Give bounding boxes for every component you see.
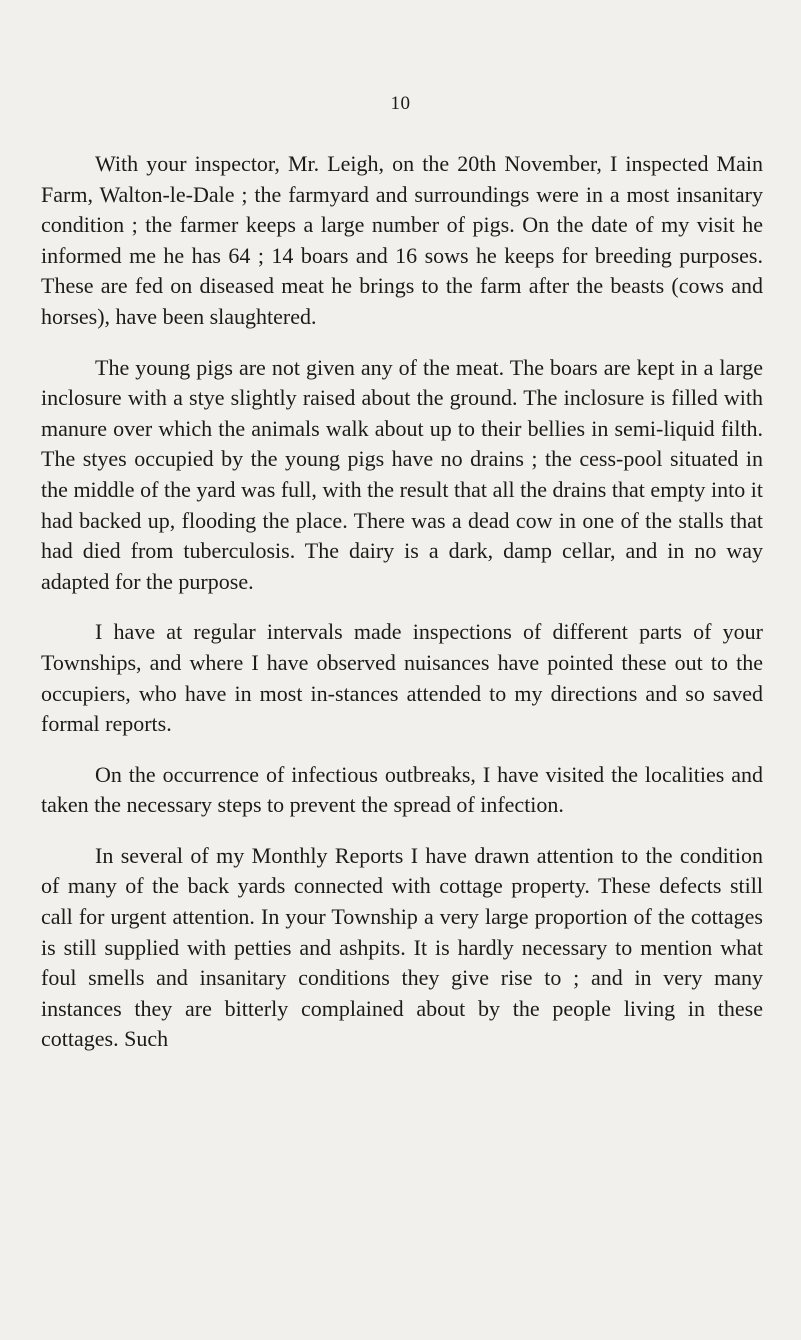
paragraph-regular-inspections: I have at regular intervals made inspections of different parts of your Townships, and where I have observed nuisances have pointed these out to the occupiers, who have in most in-stances attended to my directions and so saved formal reports. (41, 619, 763, 737)
body-text (41, 149, 763, 1075)
paragraph-infectious-outbreaks: On the occurrence of infectious outbreaks, I have visited the localities and taken the necessary steps to prevent the spread of infection. (41, 761, 763, 818)
paragraph-pig-conditions: The young pigs are not given any of the meat. The boars are kept in a large inclosure with a stye slightly raised about the ground. The inclosure is filled with manure over which the animals walk about up to their bellies in semi-liquid filth. The styes occupied by the young pigs have no drains ; the cess-pool situated in the middle of the yard was full, with the result that all the drains that empty into it had backed up, flooding the place. There was a dead cow in one of the stalls that had died from tuberculosis. The dairy is a dark, damp cellar, and in no way adapted for the purpose. (41, 354, 763, 594)
paragraph-farm-inspection: With your inspector, Mr. Leigh, on the 20th November, I inspected Main Farm, Walton-le-Dale ; the farmyard and surroundings were in a most insanitary condition ; the farmer keeps a large number of pigs. On the date of my visit he informed me he has 64 ; 14 boars and 16 sows he keeps for breeding purposes. These are fed on diseased meat he brings to the farm after the beasts (cows and horses), have been slaughtered. (41, 151, 763, 329)
page-number: 10 (390, 93, 411, 114)
paragraph-back-yards: In several of my Monthly Reports I have drawn attention to the condition of many of the back yards connected with cottage property. These defects still call for urgent attention. In your Township a very large proportion of the cottages is still supplied with petties and ashpits. It is hardly necessary to mention what foul smells and insanitary conditions they give rise to ; and in very many instances they are bitterly complained about by the people living in these cottages. Such (41, 842, 763, 1052)
